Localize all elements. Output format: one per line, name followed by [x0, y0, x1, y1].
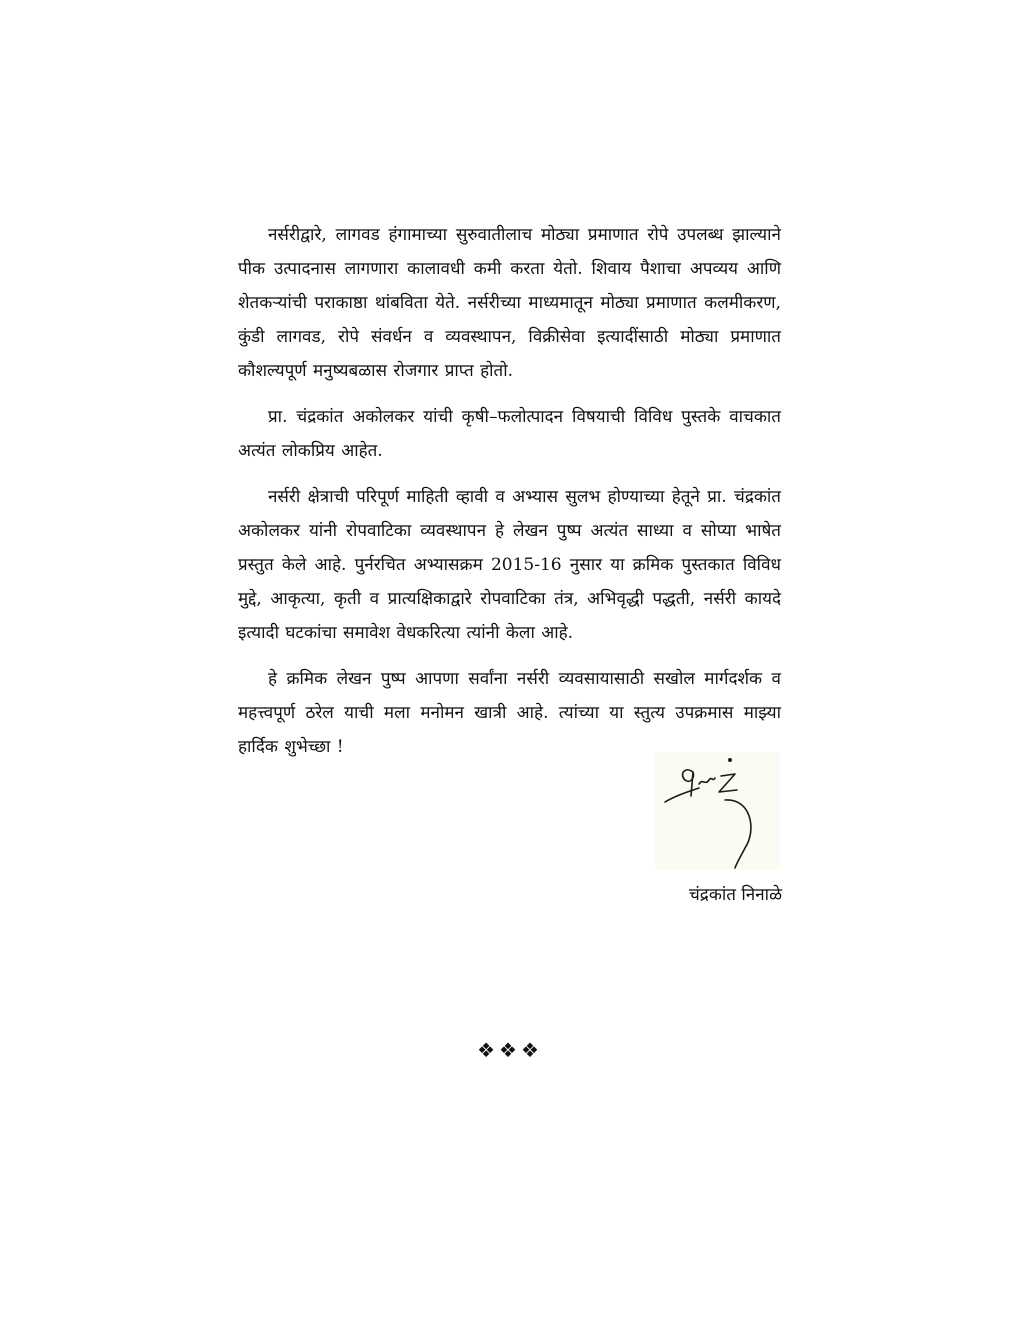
- handwritten-signature: [655, 752, 780, 870]
- paragraph-4: हे क्रमिक लेखन पुष्प आपणा सर्वांना नर्सरी व्यवसायासाठी सखोल मार्गदर्शक व महत्त्वपूर्ण ठरेल याची मला मनोमन खात्री आहे. त्यांच्या या स्तुत्य उपक्रमास माझ्या हार्दिक शुभेच्छा !: [238, 669, 781, 757]
- ornament-divider: ❖❖❖: [477, 1038, 543, 1062]
- foreword-body: [238, 218, 781, 776]
- paragraph-3: नर्सरी क्षेत्राची परिपूर्ण माहिती व्हावी व अभ्यास सुलभ होण्याच्या हेतूने प्रा. चंद्रकांत अकोलकर यांनी रोपवाटिका व्यवस्थापन हे लेखन पुष्प अत्यंत साध्या व सोप्या भाषेत प्रस्तुत केले आहे. पुर्नरचित अभ्यासक्रम 2015-16 नुसार या क्रमिक पुस्तकात विविध मुद्दे, आकृत्या, कृती व प्रात्यक्षिकाद्वारे रोपवाटिका तंत्र, अभिवृद्धी पद्धती, नर्सरी कायदे इत्यादी घटकांचा समावेश वेधकरित्या त्यांनी केला आहे.: [238, 487, 781, 643]
- paragraph-1: नर्सरीद्वारे, लागवड हंगामाच्या सुरुवातीलाच मोठ्या प्रमाणात रोपे उपलब्ध झाल्याने पीक उत्पादनास लागणारा कालावधी कमी करता येतो. शिवाय पैशाचा अपव्यय आणि शेतकऱ्यांची पराकाष्ठा थांबविता येते. नर्सरीच्या माध्यमातून मोठ्या प्रमाणात कलमीकरण, कुंडी लागवड, रोपे संवर्धन व व्यवस्थापन, विक्रीसेवा इत्यादींसाठी मोठ्या प्रमाणात कौशल्यपूर्ण मनुष्यबळास रोजगार प्राप्त होतो.: [238, 225, 781, 381]
- paragraph-2: प्रा. चंद्रकांत अकोलकर यांची कृषी–फलोत्पादन विषयाची विविध पुस्तके वाचकात अत्यंत लोकप्रिय आहेत.: [238, 407, 781, 461]
- signer-name: चंद्रकांत निनाळे: [689, 885, 782, 905]
- signature-icon: [655, 752, 780, 870]
